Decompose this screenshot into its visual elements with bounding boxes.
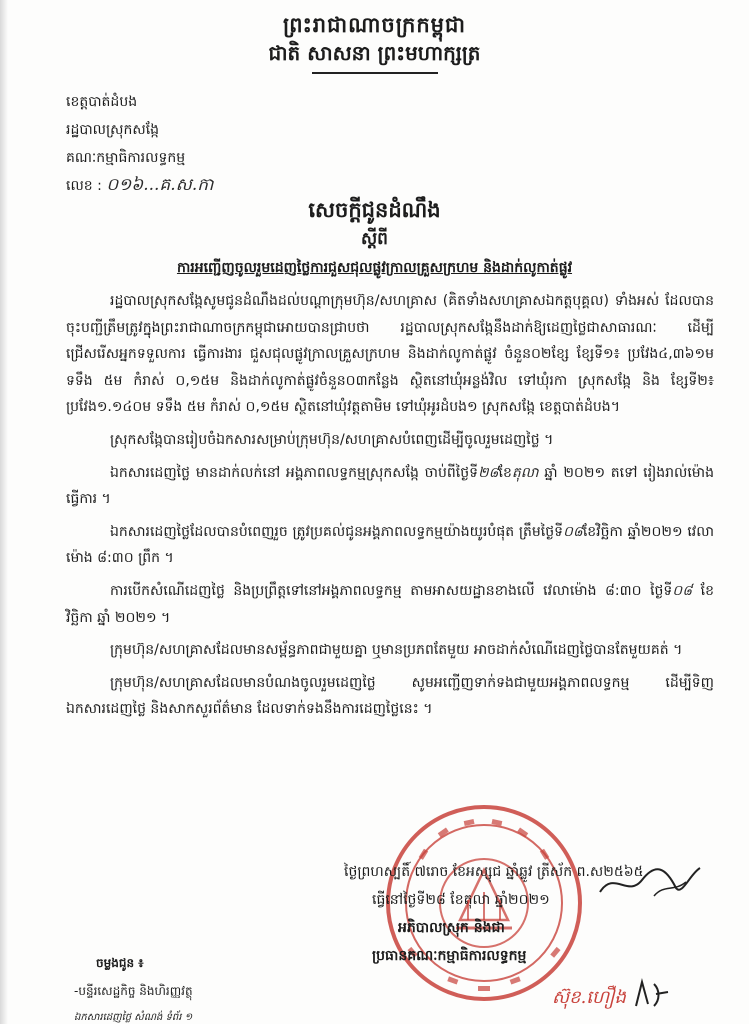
body-paragraph-intro: រដ្ឋបាលស្រុកសង្កែសូមជូនដំណឹងដល់បណ្តាក្រុមហ៊ុន/សហគ្រាស (គិតទាំងសហគ្រាសឯកត្តបុគ្គល) ទាំងអស់ ដែលបានចុះបញ្ជីត្រឹមត្រូវក្នុងព្រះរាជាណាចក្រកម្ពុជាអោយបានជ្រាបថា រដ្ឋបាលស្រុកសង្កែនឹងដាក់ឱ្យដេញថ្លៃជាសាធារណៈ ដើម្បីជ្រើសរើសអ្នកទទួលការ ធ្វើការងារ ជួសជុលផ្លូវក្រាលគ្រួសក្រហម និងដាក់លូកាត់ផ្លូវ ចំនួន០២ខ្សែ ខ្សែទី១៖ ប្រវែង៤,៣៦១ម ទទឹង ៥ម កំរាស់ ០,១៥ម និងដាក់លូកាត់ផ្លូវចំនួន០៣កន្លែង ស្ថិតនៅឃុំអន្លង់វិល ទៅឃុំរកា ស្រុកសង្កែ និង ខ្សែទី២៖ ប្រវែង១.១៤០ម ទទឹង ៥ម កំរាស់ ០,១៥ម ស្ថិតនៅឃុំវត្តតាមិម ទៅឃុំអូរដំបង១ ស្រុកសង្កែ ខេត្តបាត់ដំបង។ bbox=[66, 293, 714, 416]
submission-day: ០៨ bbox=[563, 523, 583, 540]
sale-text-b: ខែ bbox=[498, 464, 512, 481]
solar-date: ធ្វើនៅថ្ងៃទី២៨ ខែតុលា ឆ្នាំ២០២១ bbox=[372, 892, 550, 908]
notice-about: ស្តីពី bbox=[361, 229, 388, 249]
national-motto: ជាតិ សាសនា ព្រះមហាក្សត្រ bbox=[268, 41, 481, 65]
lunar-date: ថ្ងៃព្រហស្បតិ៍ ៧រោច ខែអស្សុជ ឆ្នាំឆ្លូវ ត្រីស័ក ព.ស២៥៦៥ bbox=[344, 864, 644, 880]
sale-month: តុលា bbox=[511, 464, 539, 481]
reference-number bbox=[66, 174, 213, 199]
notice-body bbox=[66, 288, 714, 729]
sale-day: ២៨ bbox=[477, 464, 499, 481]
motto-divider bbox=[312, 72, 438, 74]
scan-edge-shadow bbox=[0, 0, 8, 1024]
body-paragraph-sale bbox=[66, 460, 714, 513]
kingdom-heading: ព្រះរាជាណាចក្រកម្ពុជា bbox=[282, 12, 466, 37]
reference-number-value: ០១៦...គ.ស.កា bbox=[106, 175, 214, 195]
body-paragraph-contact: ក្រុមហ៊ុន/សហគ្រាសដែលមានបំណងចូលរួមដេញថ្លៃ សូមអញ្ជើញទាក់ទងជាមួយអង្គភាពលទ្ធកម្ម ដើម្បីទិញឯកសារដេញថ្លៃ និងសាកសួរព័ត៌មាន ដែលទាក់ទងនឹងការដេញថ្លៃនេះ ។ bbox=[66, 674, 714, 718]
opening-day: ០៨ bbox=[672, 582, 693, 599]
committee-line: គណៈកម្មាធិការលទ្ធកម្ម bbox=[66, 150, 186, 166]
province-line: ខេត្តបាត់ដំបង bbox=[66, 94, 138, 110]
sale-text-c: ឆ្នាំ ២០២១ តទៅ រៀងរាល់ម៉ោងធ្វើការ ។ bbox=[66, 464, 714, 508]
initials-mark bbox=[630, 976, 672, 1012]
signer-name: ស៊ុខ.ហឿង bbox=[552, 987, 626, 1008]
handwritten-signature bbox=[594, 862, 706, 900]
body-paragraph-submission bbox=[66, 519, 714, 572]
signer-title-1: អភិបាលស្រុក និងជា bbox=[398, 920, 505, 936]
copy-to-item: -បន្ទីរសេដ្ឋកិច្ច និងហិរញ្ញវត្ថុ bbox=[74, 984, 193, 998]
signer-title-2: ប្រធានគណៈកម្មាធិការលទ្ធកម្ម bbox=[372, 948, 527, 964]
reference-number-prefix: លេខ : bbox=[66, 178, 102, 194]
copy-to-heading: ចម្លងជូន ៖ bbox=[96, 956, 144, 970]
submission-text-b: ខែវិច្ឆិកា ឆ្នាំ២០២១ វេលាម៉ោង ៨:៣០ ព្រឹក ។ bbox=[66, 523, 714, 567]
body-paragraph-opening bbox=[66, 578, 714, 631]
opening-text-a: ការបើកសំណើដេញថ្លៃ និងប្រព្រឹត្តទៅនៅអង្គភាពលទ្ធកម្ម តាមអាសយដ្ឋានខាងលើ វេលាម៉ោង ៨:៣០ ថ្ងៃទី bbox=[110, 582, 673, 599]
body-paragraph-documents: ស្រុកសង្កែបានរៀបចំឯកសារសម្រាប់ក្រុមហ៊ុន/សហគ្រាសបំពេញដើម្បីចូលរួមដេញថ្លៃ ។ bbox=[110, 431, 554, 448]
district-admin-line: រដ្ឋបាលស្រុកសង្កែ bbox=[66, 122, 160, 138]
notice-subject: ការអញ្ជើញចូលរួមដេញថ្លៃការជួសជុលផ្លូវក្រាលគ្រួសក្រហម និងដាក់លូកាត់ផ្លូវ bbox=[176, 260, 573, 276]
notice-title: សេចក្តីជូនដំណឹង bbox=[308, 197, 441, 222]
submission-text-a: ឯកសារដេញថ្លៃដែលបានបំពេញរួច ត្រូវប្រគល់ជូនអង្គភាពលទ្ធកម្មយ៉ាងយូរបំផុត ត្រឹមថ្ងៃទី bbox=[110, 523, 563, 540]
body-paragraph-single-bid: ក្រុមហ៊ុន/សហគ្រាសដែលមានសម្ព័ន្ធភាពជាមួយគ្នា ឬមានប្រភពតែមួយ អាចដាក់សំណើដេញថ្លៃបានតែមួយគត់ ។ bbox=[110, 642, 683, 659]
opening-text-b: ខែ វិច្ឆិកា ឆ្នាំ ២០២១ ។ bbox=[66, 582, 714, 626]
sale-text-a: ឯកសារដេញថ្លៃ មានដាក់លក់នៅ អង្គភាពលទ្ធកម្មស្រុកសង្កែ ចាប់ពីថ្ងៃទី bbox=[110, 464, 478, 481]
page-footnote: ឯកសារដេញថ្លៃ សំណង់ ទំព័រ ១ bbox=[74, 1012, 193, 1023]
